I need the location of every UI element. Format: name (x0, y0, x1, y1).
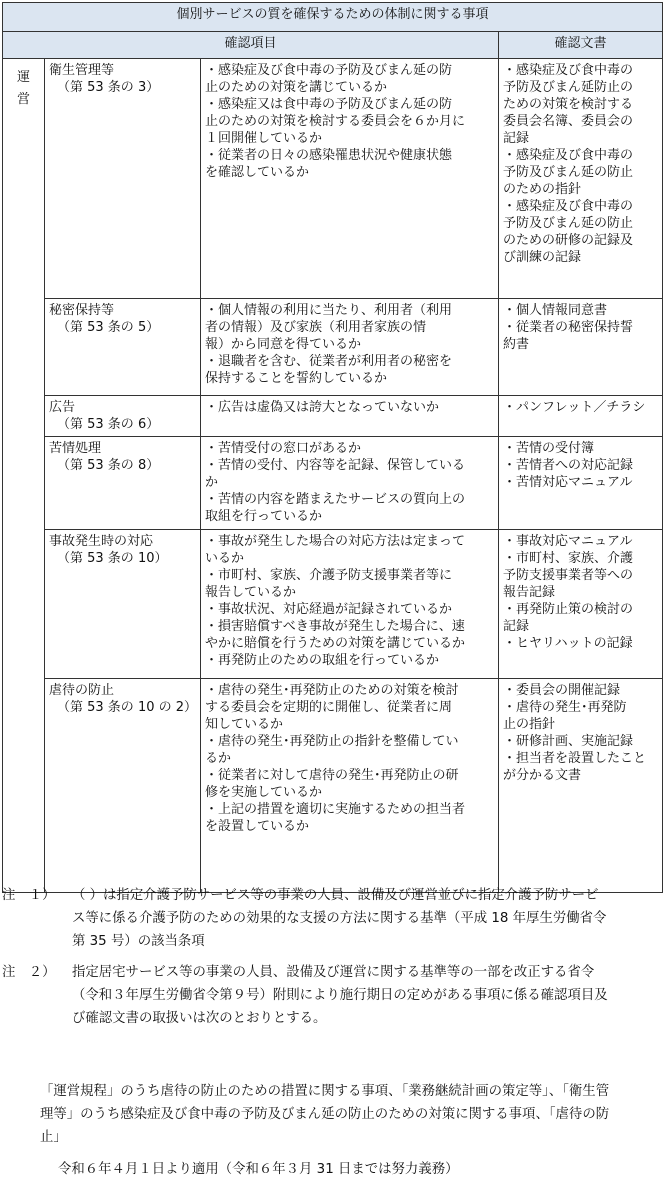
doc-line: ・感染症及び食中毒の (503, 199, 634, 214)
item-name: 広告 (49, 399, 76, 415)
doc-line: ・ヒヤリハットの記録 (503, 635, 633, 651)
item-name: 事故発生時の対応 (49, 533, 154, 549)
item-name: 衛生管理等 (49, 63, 115, 78)
doc-line: 予防及びまん延の防止 (503, 216, 634, 231)
check-line: ・苦情受付の窓口があるか (205, 441, 362, 457)
check-line: ・市町村、家族、介護予防支援事業者等に (205, 567, 453, 583)
col-header-items: 確認項目 (3, 32, 499, 59)
docs-cell (499, 59, 663, 299)
doc-line: ・苦情対応マニュアル (503, 475, 633, 491)
doc-line: 止の指針 (503, 717, 556, 733)
check-line: 保持することを誓約しているか (205, 371, 388, 386)
checks-cell (201, 437, 499, 530)
doc-line: が分かる文書 (503, 768, 582, 784)
check-line: １回開催しているか (205, 131, 323, 146)
note-2-label: 注 ２） (2, 965, 56, 980)
doc-line: ・研修計画、実施記録 (503, 734, 634, 750)
item-cell (45, 59, 201, 299)
item-article: （第 53 条の 10 の 2） (57, 700, 198, 716)
check-line: ・再発防止のための取組を行っているか (205, 652, 440, 668)
item-name: 苦情処理 (49, 441, 102, 457)
note-1 (0, 884, 664, 953)
check-line: 止のための対策を講じているか (205, 80, 388, 95)
docs-cell (499, 529, 663, 678)
note-1-line: 第 35 号）の該当条項 (72, 934, 205, 949)
check-line: 者の情報）及び家族（利用者家族の情 (205, 320, 427, 335)
doc-line: ・苦情者への対応記録 (503, 458, 634, 474)
item-name: 秘密保持等 (49, 303, 115, 318)
table-title-row (3, 3, 663, 32)
doc-line: のための指針 (503, 182, 582, 197)
check-line: 止のための対策を検討する委員会を６か月に (205, 114, 466, 129)
doc-line: ・感染症及び食中毒の (503, 63, 634, 78)
doc-line: 予防及びまん延の防止 (503, 165, 634, 180)
doc-line: ・再発防止策の検討の (503, 601, 634, 617)
check-line: ・従業者の日々の感染罹患状況や健康状態 (205, 148, 453, 163)
note-1-label: 注 １） (2, 888, 56, 903)
note-2 (0, 961, 664, 1030)
check-line: 知しているか (205, 717, 284, 733)
check-line: ・従業者に対して虐待の発生･再発防止の研 (205, 768, 459, 784)
table-title: 個別サービスの質を確保するための体制に関する事項 (3, 3, 663, 32)
item-cell (45, 679, 201, 893)
doc-line: ・感染症及び食中毒の (503, 148, 634, 163)
col-header-docs: 確認文書 (499, 32, 663, 59)
category-char: 運 (16, 70, 30, 85)
check-line: を確認しているか (205, 165, 310, 180)
check-line: 取組を行っているか (205, 509, 323, 525)
note-2-line: （令和３年厚生労働省令第９号）附則により施行期日の定めがある事項に係る確認項目及 (72, 988, 608, 1003)
doc-line: のための研修の記録及 (503, 233, 634, 248)
check-line: るか (205, 751, 232, 767)
category-cell (3, 59, 45, 893)
item-cell (45, 529, 201, 678)
category-char: 営 (16, 92, 30, 107)
doc-line: ・従業者の秘密保持誓 (503, 320, 634, 335)
table-row (3, 299, 663, 396)
doc-line: ・事故対応マニュアル (503, 533, 633, 549)
doc-line: ・担当者を設置したこと (503, 751, 647, 767)
table-row (3, 679, 663, 893)
table-row (3, 395, 663, 436)
applied-line: 理等」のうち感染症及び食中毒の予防及びまん延の防止のための対策に関する事項、「虐待の防 (40, 1107, 610, 1122)
effective-date: 令和６年４月１日より適用（令和６年３月 31 日までは努力義務） (58, 1162, 459, 1177)
applied-items (40, 1080, 660, 1149)
check-line: やかに賠償を行うための対策を講じているか (205, 635, 466, 651)
item-cell (45, 395, 201, 436)
check-line: 報）から同意を得ているか (205, 337, 362, 352)
check-line: ・損害賠償すべき事故が発生した場合に、速 (205, 618, 465, 634)
doc-line: ・市町村、家族、介護 (503, 550, 634, 566)
applied-line: 「運営規程」のうち虐待の防止のための措置に関する事項、「業務継続計画の策定等」、「衛生管 (40, 1084, 610, 1099)
table-row (3, 59, 663, 299)
notes-section (0, 880, 664, 1030)
item-name: 虐待の防止 (49, 683, 115, 699)
doc-line: ・委員会の開催記録 (503, 683, 621, 699)
doc-line: 予防及びまん延防止の (503, 80, 634, 95)
doc-line: ための対策を検討する (503, 97, 634, 112)
check-line: ・事故が発生した場合の対応方法は定まって (205, 533, 466, 549)
item-article: （第 53 条の 6） (57, 416, 160, 432)
check-line: ・虐待の発生･再発防止の指針を整備してい (205, 734, 459, 750)
doc-line: ・苦情の受付簿 (503, 441, 595, 457)
check-line: いるか (205, 550, 245, 566)
check-line: 修を実施しているか (205, 785, 323, 801)
check-line: 報告しているか (205, 584, 297, 600)
note-2-line: 指定居宅サービス等の事業の人員、設備及び運営に関する基準等の一部を改正する省令 (72, 965, 595, 980)
docs-cell (499, 437, 663, 530)
docs-cell (499, 395, 663, 436)
doc-line: ・パンフレット／チラシ (503, 399, 646, 415)
checks-cell (201, 529, 499, 678)
check-line: ・退職者を含む、従業者が利用者の秘密を (205, 354, 453, 369)
check-line: ・感染症及び食中毒の予防及びまん延の防 (205, 63, 453, 78)
check-line: ・個人情報の利用に当たり、利用者（利用 (205, 303, 453, 318)
check-line: ・広告は虚偽又は誇大となっていないか (205, 399, 440, 415)
note-1-line: ス等に係る介護予防のための効果的な支援の方法に関する基準（平成 18 年厚生労働省令 (72, 911, 607, 926)
item-cell (45, 299, 201, 396)
table-row (3, 437, 663, 530)
check-line: か (205, 475, 219, 491)
check-line: する委員会を定期的に開催し、従業者に周 (205, 700, 453, 716)
quality-assurance-table (2, 2, 663, 893)
check-line: ・上記の措置を適切に実施するための担当者 (205, 802, 466, 818)
checks-cell (201, 679, 499, 893)
doc-line: 委員会名簿、委員会の (503, 114, 634, 129)
check-line: ・虐待の発生･再発防止のための対策を検討 (205, 683, 459, 699)
doc-line: ・虐待の発生･再発防 (503, 700, 627, 716)
checks-cell (201, 395, 499, 436)
item-cell (45, 437, 201, 530)
checks-cell (201, 299, 499, 396)
item-article: （第 53 条の 5） (57, 320, 160, 335)
check-line: ・感染症又は食中毒の予防及びまん延の防 (205, 97, 453, 112)
doc-line: び訓練の記録 (503, 250, 582, 265)
check-line: ・苦情の内容を踏まえたサービスの質向上の (205, 492, 466, 508)
doc-line: 約書 (503, 337, 530, 352)
docs-cell (499, 679, 663, 893)
note-1-line: （ ）は指定介護予防サービス等の事業の人員、設備及び運営並びに指定介護予防サービ (72, 888, 599, 903)
item-article: （第 53 条の 10） (57, 550, 168, 566)
doc-line: 記録 (503, 131, 530, 146)
doc-line: 予防支援事業者等への (503, 567, 634, 583)
note-2-line: び確認文書の取扱いは次のとおりとする。 (72, 1011, 327, 1026)
doc-line: 記録 (503, 618, 530, 634)
doc-line: 報告記録 (503, 584, 556, 600)
check-line: を設置しているか (205, 819, 310, 835)
item-article: （第 53 条の 8） (57, 458, 160, 474)
table-header-row (3, 32, 663, 59)
table-row (3, 529, 663, 678)
check-line: ・苦情の受付、内容等を記録、保管している (205, 458, 466, 474)
item-article: （第 53 条の 3） (57, 80, 160, 95)
docs-cell (499, 299, 663, 396)
check-line: ・事故状況、対応経過が記録されているか (205, 601, 453, 617)
checks-cell (201, 59, 499, 299)
doc-line: ・個人情報同意書 (503, 303, 608, 318)
applied-line: 止」 (40, 1130, 67, 1145)
